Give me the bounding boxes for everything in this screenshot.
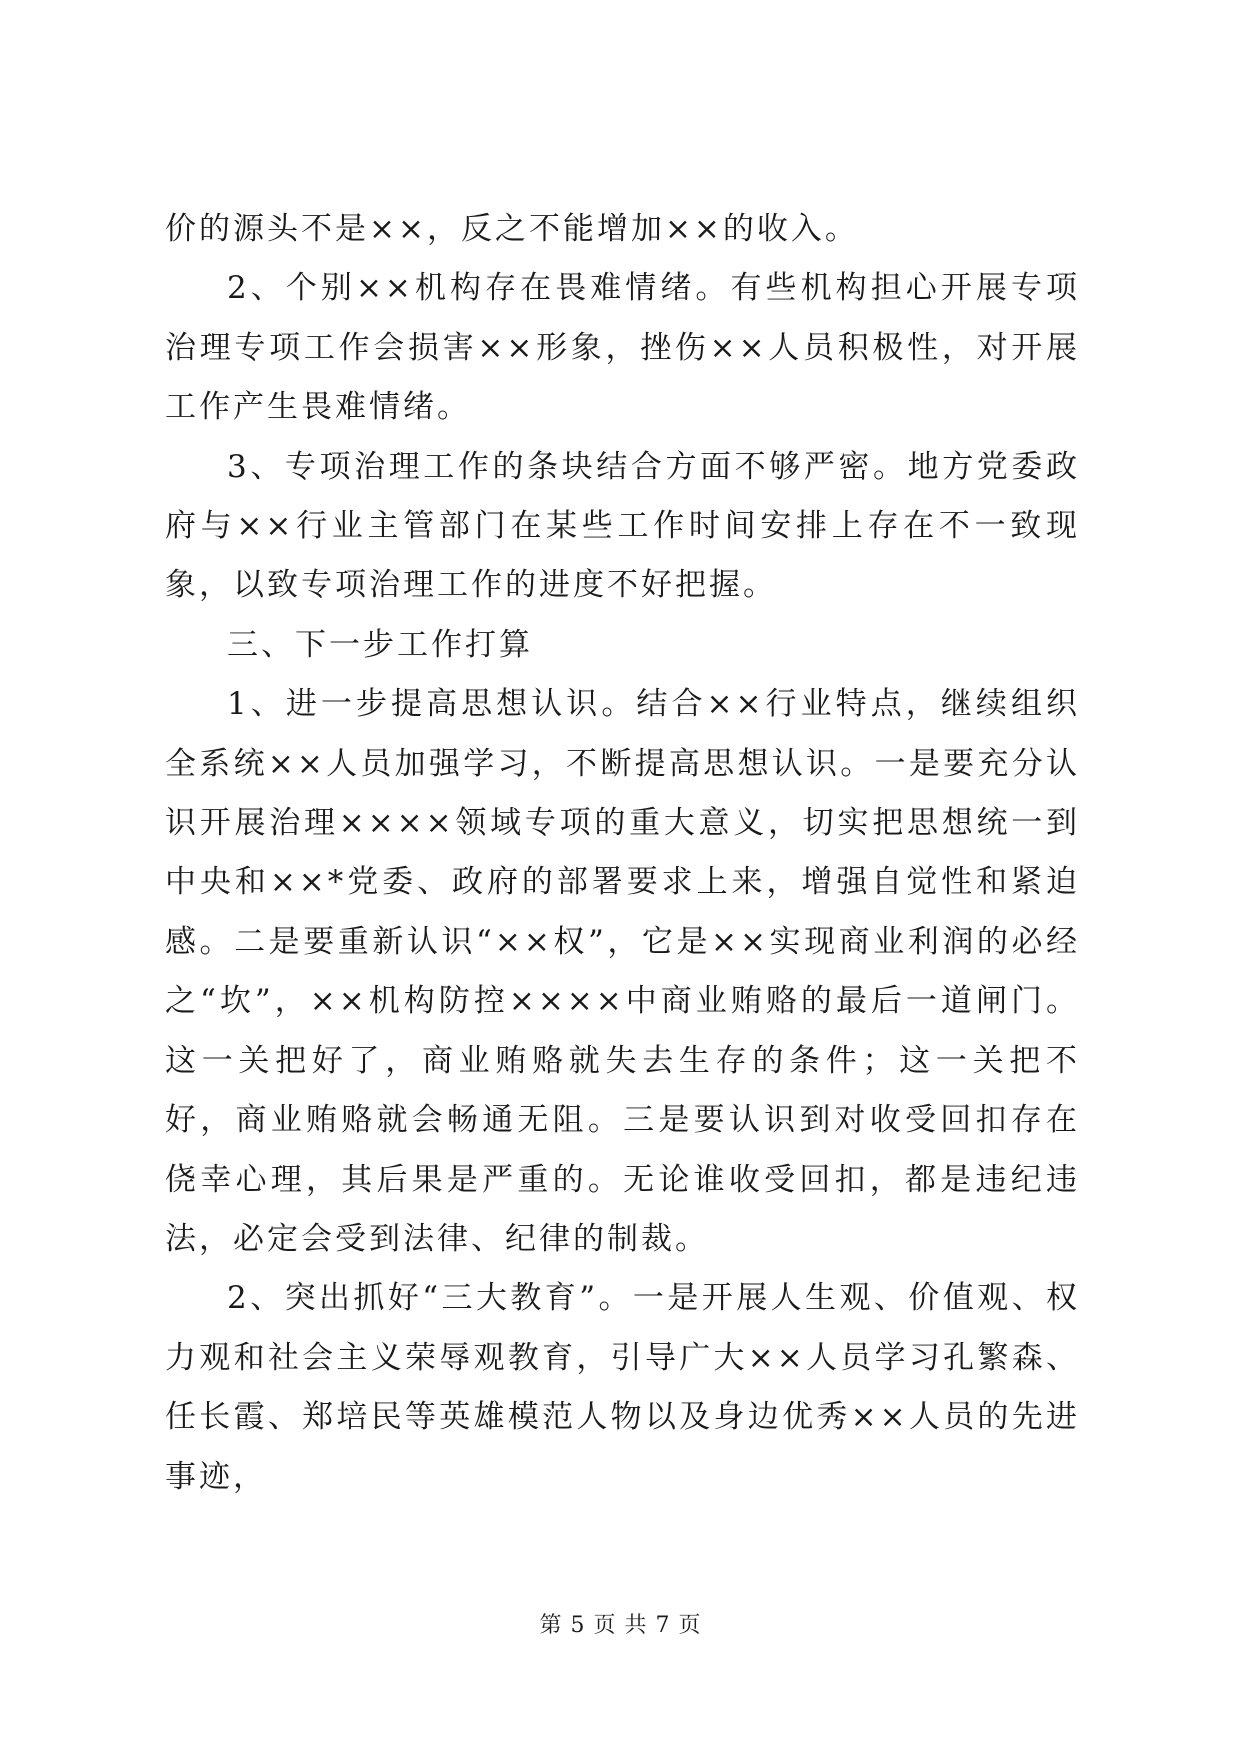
document-body	[165, 200, 1080, 1507]
page-footer: 第 5 页 共 7 页	[539, 1613, 702, 1638]
paragraph-next-step-2: 2、突出抓好“三大教育”。一是开展人生观、价值观、权力观和社会主义荣辱观教育，引导广大××人员学习孔繁森、任长霞、郑培民等英雄模范人物以及身边优秀××人员的先进事迹，	[165, 1280, 1080, 1495]
paragraph-next-step-1: 1、进一步提高思想认识。结合××行业特点，继续组织全系统××人员加强学习，不断提高思想认识。一是要充分认识开展治理××××领域专项的重大意义，切实把思想统一到中央和××*党委、政府的部署要求上来，增强自觉性和紧迫感。二是要重新认识“××权”，它是××实现商业利润的必经之“坎”，××机构防控××××中商业贿赂的最后一道闸门。这一关把好了，商业贿赂就失去生存的条件；这一关把不好，商业贿赂就会畅通无阻。三是要认识到对收受回扣存在侥幸心理，其后果是严重的。无论谁收受回扣，都是违纪违法，必定会受到法律、纪律的制裁。	[165, 686, 1080, 1257]
paragraph-item-3-coordination: 3、专项治理工作的条块结合方面不够严密。地方党委政府与××行业主管部门在某些工作时间安排上存在不一致现象，以致专项治理工作的进度不好把握。	[165, 448, 1080, 604]
paragraph-item-2-reluctance: 2、个别××机构存在畏难情绪。有些机构担心开展专项治理专项工作会损害××形象，挫伤××人员积极性，对开展工作产生畏难情绪。	[165, 270, 1080, 426]
section-heading-next-steps: 三、下一步工作打算	[227, 626, 533, 663]
paragraph-continuation: 价的源头不是××，反之不能增加××的收入。	[165, 211, 859, 247]
